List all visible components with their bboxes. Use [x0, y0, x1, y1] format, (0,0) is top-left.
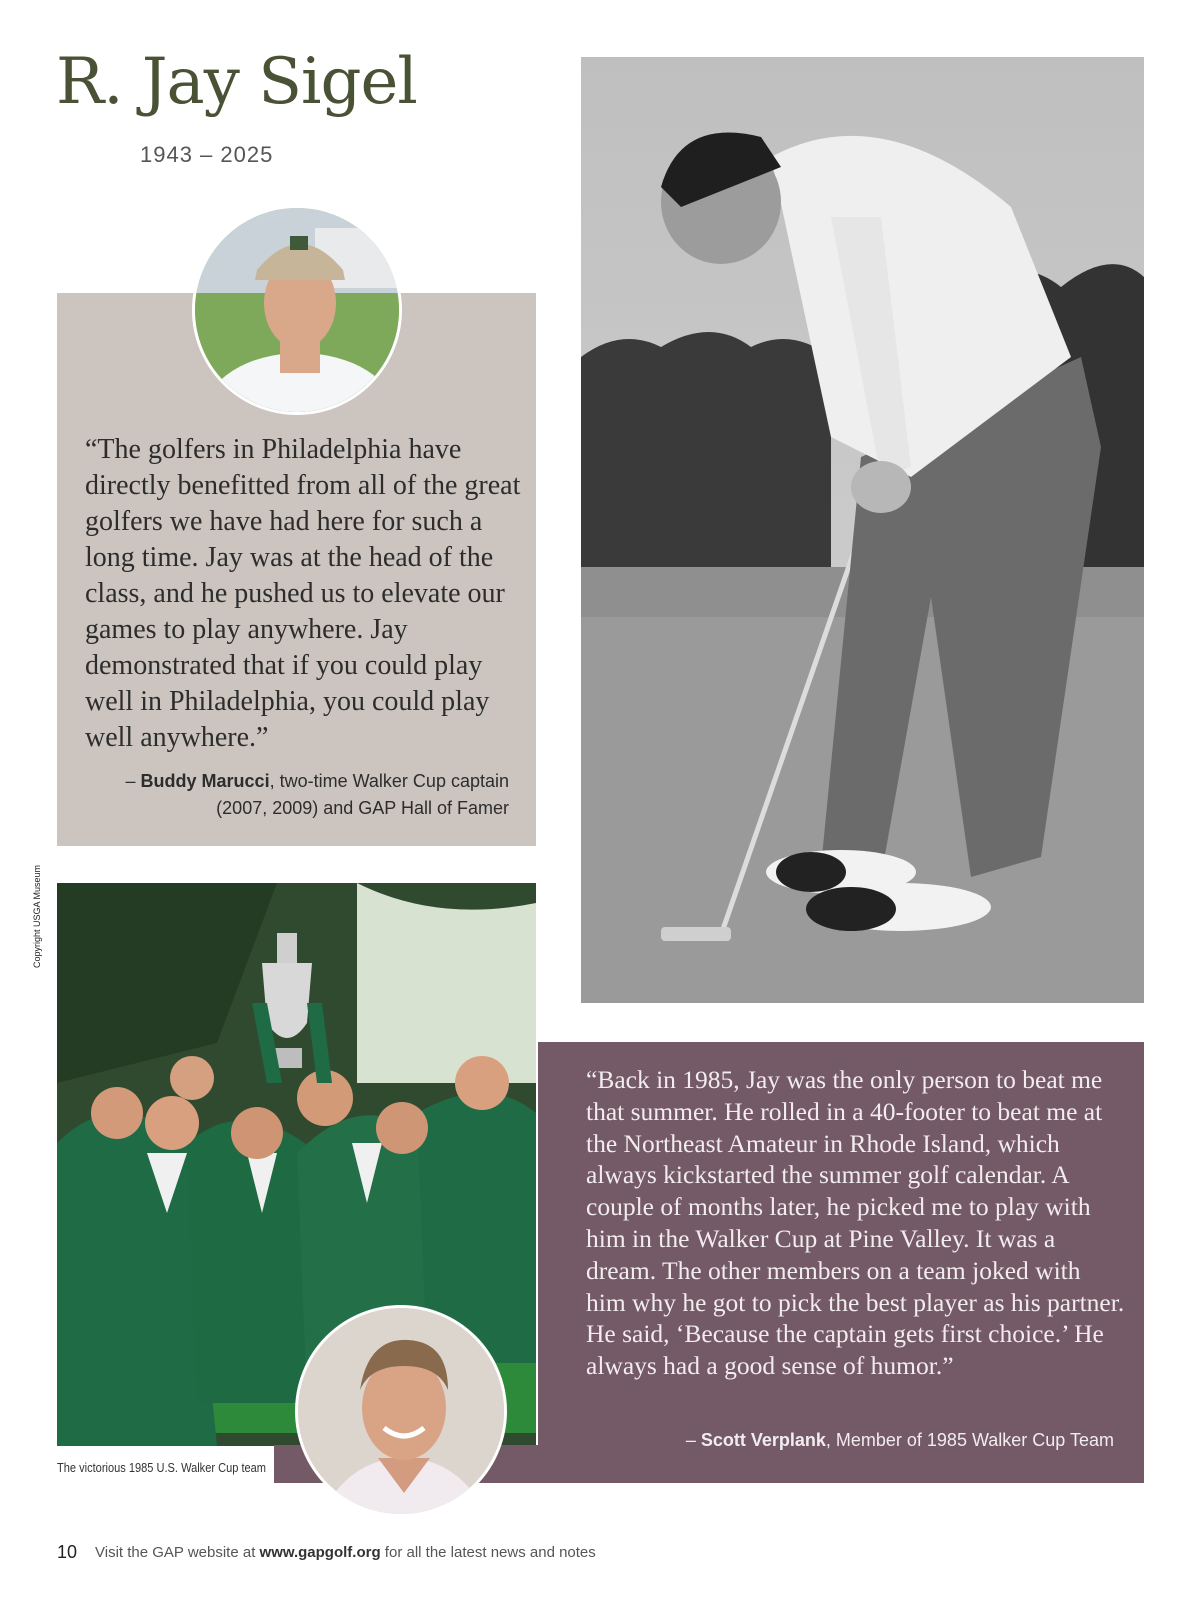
quote-text-verplank: “Back in 1985, Jay was the only person to beat me that summer. He rolled in a 40-footer to beat me at the Northeast Amateur in Rhode Island, which always kickstarted the summer golf calendar. A couple of months later, he picked me to play with him in the Walker Cup at Pine Valley. It was a dream. The other members on a team joked with him why he got to pick the best player as his partner. He said, ‘Because the captain gets first choice.’ He always had a good sense of humor.”: [586, 1065, 1125, 1381]
attribution-name: Scott Verplank: [700, 1430, 826, 1450]
photo-copyright-credit: Copyright USGA Museum: [32, 864, 42, 968]
footer-text-before: Visit the GAP website at: [95, 1544, 260, 1561]
portrait-buddy-marucci: [192, 205, 402, 415]
quote-text-marucci: “The golfers in Philadelphia have directly benefitted from all of the great golfers we have had here for such a long time. Jay was at the head of the class, and he pushed us to elevate our games to play anywhere. Jay demonstrated that if you could play well in Philadelphia, you could play well anywhere.”: [85, 434, 521, 753]
page-number: 10: [57, 1542, 78, 1562]
footer-text-after: for all the latest news and notes: [380, 1544, 596, 1561]
portrait-scott-verplank: [295, 1305, 507, 1517]
page-title: R. Jay Sigel: [56, 45, 417, 119]
attribution-name: Buddy Marucci: [140, 771, 270, 791]
quote-attribution-marucci: [85, 768, 509, 822]
attribution-detail: , two-time Walker Cup captain: [269, 771, 509, 791]
footer-website-link[interactable]: www.gapgolf.org: [259, 1544, 381, 1561]
attribution-detail: , Member of 1985 Walker Cup Team: [825, 1430, 1114, 1450]
attribution-prefix: –: [685, 1430, 701, 1450]
life-years: 1943 – 2025: [140, 142, 274, 167]
attribution-detail-2: (2007, 2009) and GAP Hall of Famer: [216, 798, 509, 818]
footer-note: [95, 1544, 596, 1561]
team-photo-caption: The victorious 1985 U.S. Walker Cup team: [57, 1460, 267, 1475]
photo-jay-sigel-putting: [581, 57, 1144, 1003]
quote-attribution-verplank: [586, 1430, 1114, 1451]
attribution-prefix: –: [125, 771, 141, 791]
